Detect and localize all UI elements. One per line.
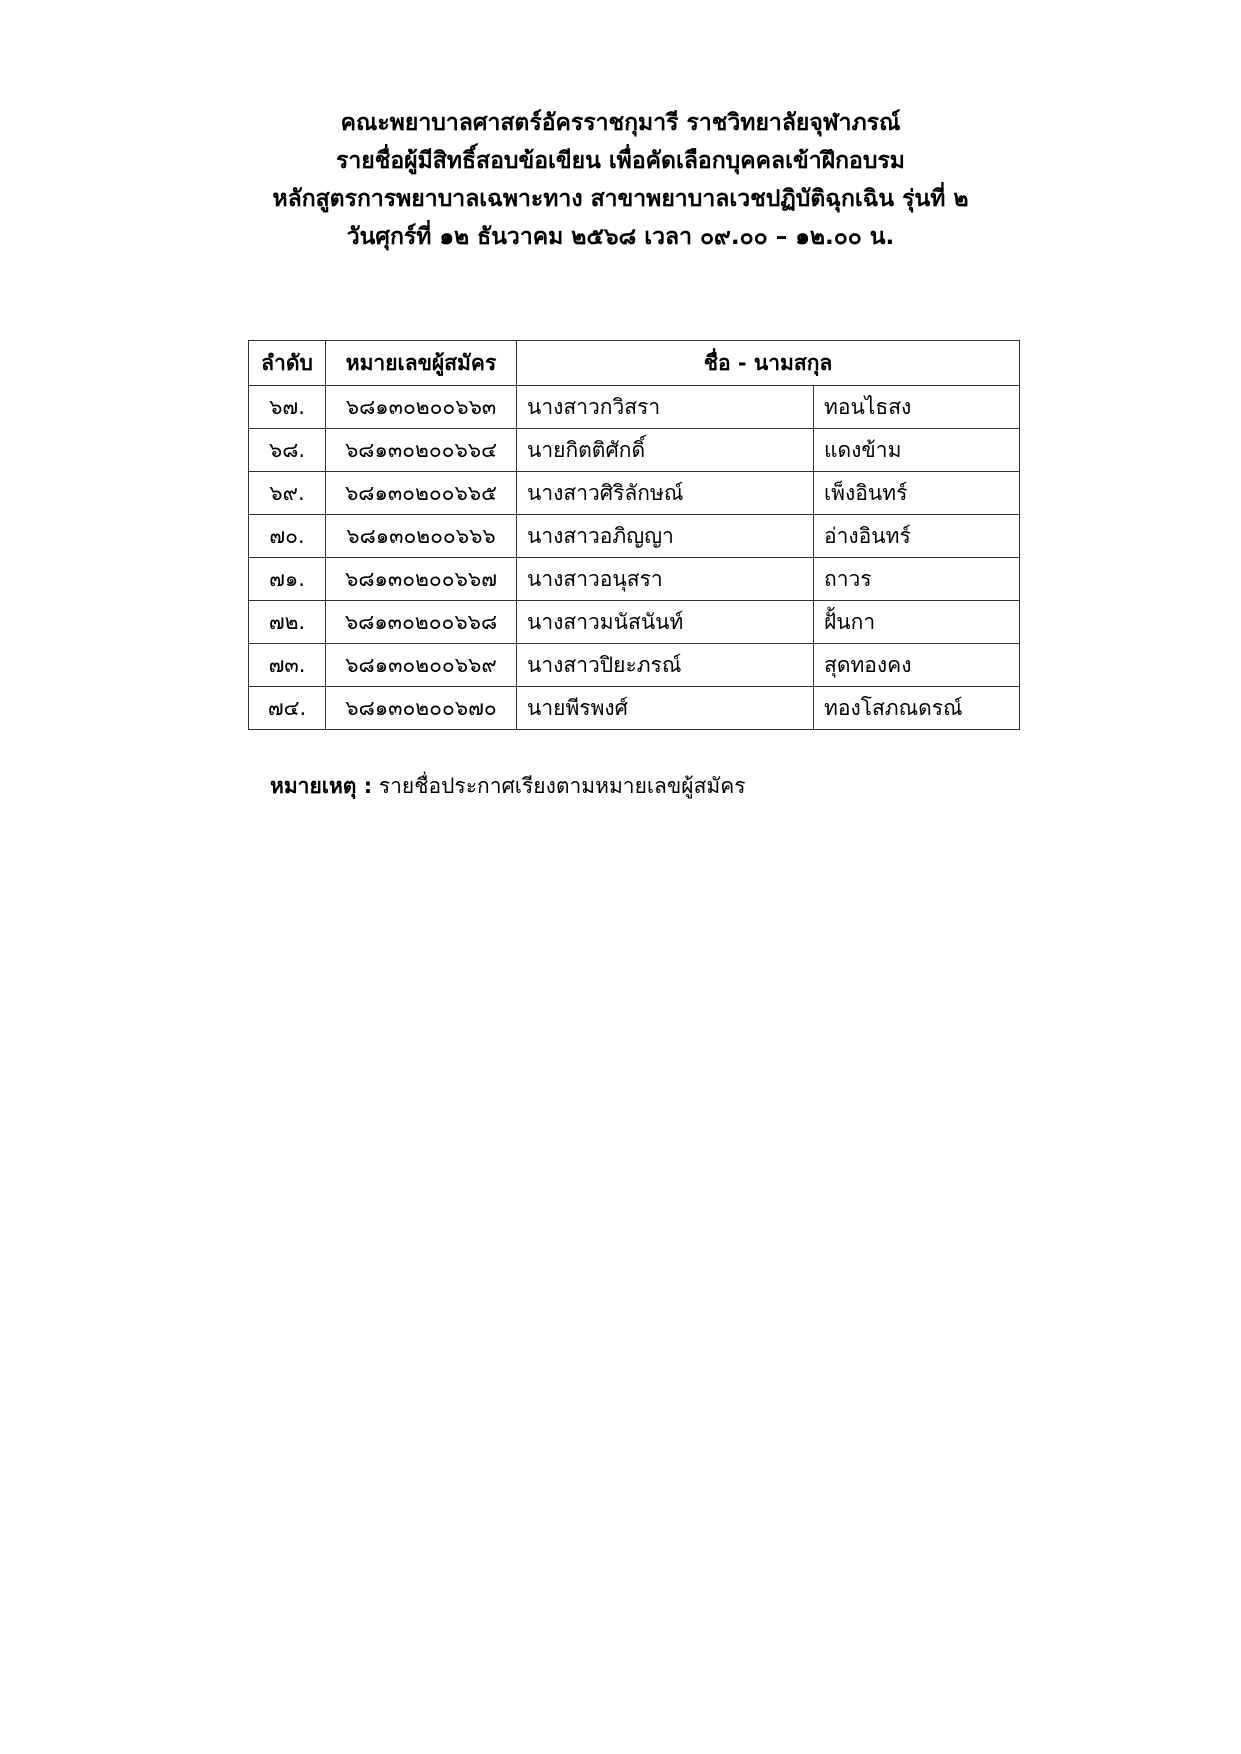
row-last-name: อ่างอินทร์ (814, 515, 1020, 558)
row-applicant-id: ๖๘๑๓๐๒๐๐๖๖๗ (326, 558, 517, 601)
row-first-name: นางสาวอนุสรา (517, 558, 814, 601)
row-last-name: ทองโสภณดรณ์ (814, 687, 1020, 730)
row-last-name: แดงข้าม (814, 429, 1020, 472)
row-first-name: นางสาวศิริลักษณ์ (517, 472, 814, 515)
row-order: ๗๔. (249, 687, 326, 730)
row-first-name: นางสาวอภิญญา (517, 515, 814, 558)
row-applicant-id: ๖๘๑๓๐๒๐๐๖๖๕ (326, 472, 517, 515)
row-applicant-id: ๖๘๑๓๐๒๐๐๖๖๙ (326, 644, 517, 687)
table-row (249, 515, 1020, 558)
table-row (249, 558, 1020, 601)
row-first-name: นางสาวมนัสนันท์ (517, 601, 814, 644)
row-last-name: ถาวร (814, 558, 1020, 601)
table-row (249, 601, 1020, 644)
row-applicant-id: ๖๘๑๓๐๒๐๐๖๗๐ (326, 687, 517, 730)
table-row (249, 386, 1020, 429)
row-order: ๖๘. (249, 429, 326, 472)
row-last-name: เพ็งอินทร์ (814, 472, 1020, 515)
applicant-table (248, 340, 1020, 730)
row-first-name: นางสาวกวิสรา (517, 386, 814, 429)
row-order: ๗๓. (249, 644, 326, 687)
row-applicant-id: ๖๘๑๓๐๒๐๐๖๖๓ (326, 386, 517, 429)
row-last-name: สุดทองคง (814, 644, 1020, 687)
document-header (0, 104, 1241, 256)
row-first-name: นางสาวปิยะภรณ์ (517, 644, 814, 687)
remark-note (270, 770, 746, 803)
column-header-name: ชื่อ - นามสกุล (517, 341, 1020, 386)
table-row (249, 429, 1020, 472)
row-order: ๗๑. (249, 558, 326, 601)
header-title-line: รายชื่อผู้มีสิทธิ์สอบข้อเขียน เพื่อคัดเลือกบุคคลเข้าฝึกอบรม (336, 148, 905, 174)
row-first-name: นายพีรพงศ์ (517, 687, 814, 730)
remark-text: รายชื่อประกาศเรียงตามหมายเลขผู้สมัคร (378, 774, 746, 798)
row-order: ๖๗. (249, 386, 326, 429)
row-applicant-id: ๖๘๑๓๐๒๐๐๖๖๔ (326, 429, 517, 472)
row-order: ๗๒. (249, 601, 326, 644)
column-header-applicant-id: หมายเลขผู้สมัคร (326, 341, 517, 386)
header-faculty-line: คณะพยาบาลศาสตร์อัครราชกุมารี ราชวิทยาลัยจุฬาภรณ์ (340, 110, 901, 136)
column-header-order: ลำดับ (249, 341, 326, 386)
row-first-name: นายกิตติศักดิ์ (517, 429, 814, 472)
header-program-line: หลักสูตรการพยาบาลเฉพาะทาง สาขาพยาบาลเวชปฏิบัติฉุกเฉิน รุ่นที่ ๒ (272, 186, 969, 212)
row-order: ๗๐. (249, 515, 326, 558)
row-last-name: ฝั้นกา (814, 601, 1020, 644)
header-date-line: วันศุกร์ที่ ๑๒ ธันวาคม ๒๕๖๘ เวลา ๐๙.๐๐ – ๑๒.๐๐ น. (346, 224, 895, 250)
table-row (249, 687, 1020, 730)
remark-label: หมายเหตุ : (270, 774, 373, 798)
table-row (249, 472, 1020, 515)
table-header-row (249, 341, 1020, 386)
row-applicant-id: ๖๘๑๓๐๒๐๐๖๖๘ (326, 601, 517, 644)
table-row (249, 644, 1020, 687)
row-order: ๖๙. (249, 472, 326, 515)
row-last-name: ทอนไธสง (814, 386, 1020, 429)
row-applicant-id: ๖๘๑๓๐๒๐๐๖๖๖ (326, 515, 517, 558)
